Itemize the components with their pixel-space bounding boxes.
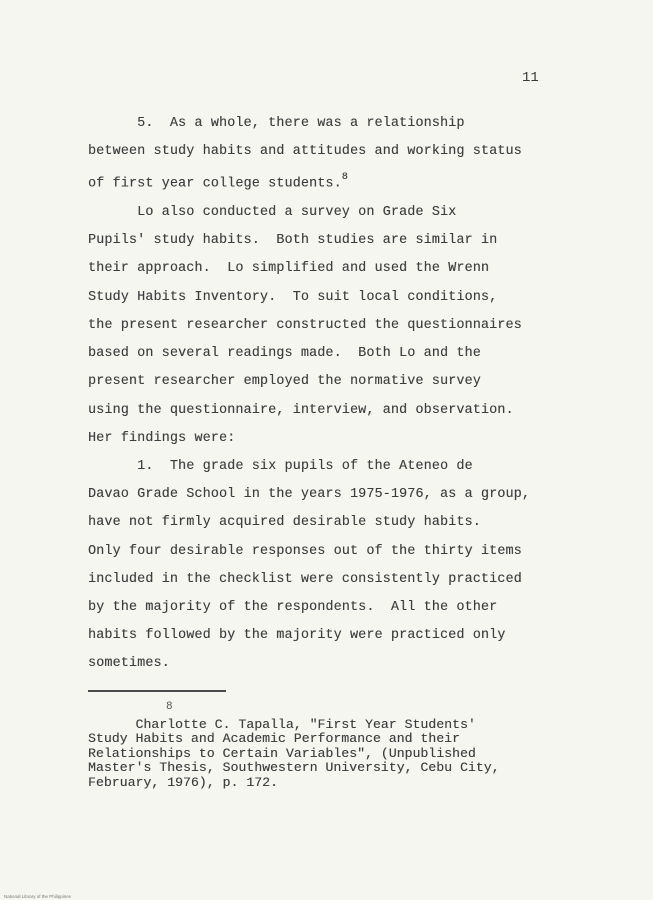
body-line-with-footnote-ref [88,166,568,199]
archive-stamp: National Library of the Philippines [4,894,72,899]
body-line: Her findings were: [88,430,236,446]
body-line: present researcher employed the normative survey [88,374,481,390]
footnote-line: Relationships to Certain Variables", (Unpublished [88,745,476,761]
page-number: 11 [522,70,539,86]
footnote-line: Master's Thesis, Southwestern University, Cebu City, [88,760,500,776]
body-line: 1. The grade six pupils of the Ateneo de [88,458,473,474]
body-line: Pupils' study habits. Both studies are similar in [88,233,498,249]
body-line: by the majority of the respondents. All the other [88,599,498,615]
body-line: the present researcher constructed the questionnaires [88,317,522,333]
body-line: based on several readings made. Both Lo and the [88,346,481,362]
footnote-line: February, 1976), p. 172. [88,774,278,790]
body-line: sometimes. [88,656,170,672]
footnote-line: Charlotte C. Tapalla, "First Year Students' [88,717,476,732]
footnote [88,718,568,790]
footnote-divider [88,690,226,692]
body-line: Lo also conducted a survey on Grade Six [88,205,457,221]
body-line: Only four desirable responses out of the thirty items [88,543,522,559]
body-line-text: of first year college students. [88,176,342,192]
body-line: 5. As a whole, there was a relationship [88,116,465,131]
footnote-mark: 8 [166,701,173,713]
body-line: using the questionnaire, interview, and observation. [88,402,514,418]
body-line: included in the checklist were consistently practiced [88,571,522,587]
footnote-reference: 8 [341,172,348,184]
body-line: Study Habits Inventory. To suit local conditions, [88,289,498,305]
body-text [88,110,568,679]
body-line: between study habits and attitudes and working status [88,144,522,160]
body-line: their approach. Lo simplified and used the Wrenn [88,261,490,277]
body-line: Davao Grade School in the years 1975-1976, as a group, [88,487,531,503]
body-line: have not firmly acquired desirable study habits. [88,515,481,531]
body-line: habits followed by the majority were practiced only [88,628,506,644]
footnote-line: Study Habits and Academic Performance and their [88,731,460,747]
